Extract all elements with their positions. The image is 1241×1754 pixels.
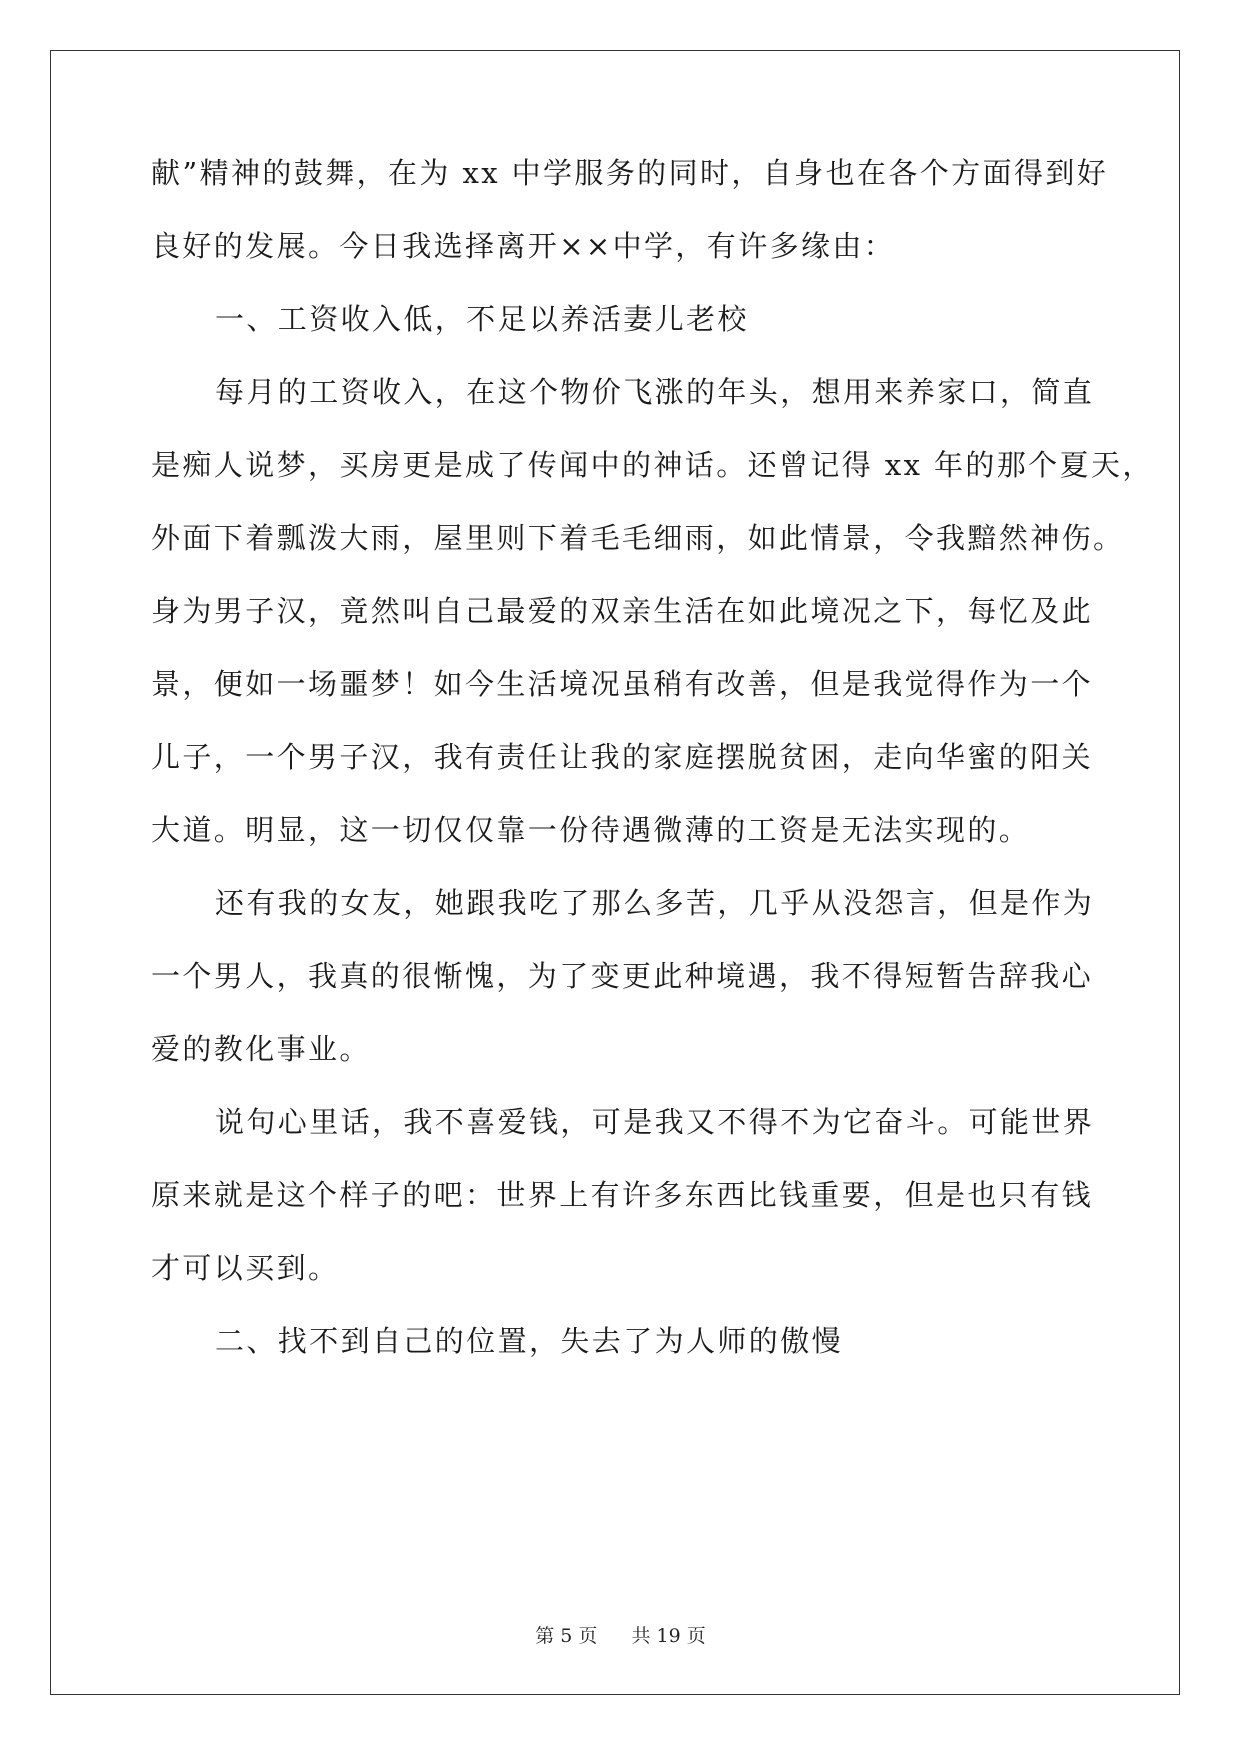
text-line: 景，便如一场噩梦！如今生活境况虽稍有改善，但是我觉得作为一个 (151, 667, 1094, 701)
text-line: 才可以买到。 (151, 1251, 340, 1285)
text-line: 外面下着瓢泼大雨，屋里则下着毛毛细雨，如此情景，令我黯然神伤。 (151, 521, 1125, 555)
text-line: 每月的工资收入，在这个物价飞涨的年头，想用来养家口，简直 (215, 375, 1095, 409)
page-number-current: 第 5 页 (535, 1625, 598, 1647)
text-line: 说句心里话，我不喜爱钱，可是我又不得不为它奋斗。可能世界 (215, 1105, 1095, 1139)
text-line: 一个男人，我真的很惭愧，为了变更此种境遇，我不得短暂告辞我心 (151, 959, 1094, 993)
text-line: 献”精神的鼓舞，在为 xx 中学服务的同时，自身也在各个方面得到好 (151, 156, 1109, 190)
section-heading: 二、找不到自己的位置，失去了为人师的傲慢 (215, 1324, 844, 1358)
text-line: 还有我的女友，她跟我吃了那么多苦，几乎从没怨言，但是作为 (215, 886, 1095, 920)
section-heading: 一、工资收入低，不足以养活妻儿老校 (215, 302, 749, 336)
page-border (50, 50, 1180, 1695)
text-line: 身为男子汉，竟然叫自己最爱的双亲生活在如此境况之下，每忆及此 (151, 594, 1094, 628)
text-line: 是痴人说梦，买房更是成了传闻中的神话。还曾记得 xx 年的那个夏天， (151, 448, 1154, 482)
text-line: 儿子，一个男子汉，我有责任让我的家庭摆脱贫困，走向华蜜的阳关 (151, 740, 1094, 774)
text-line: 原来就是这个样子的吧：世界上有许多东西比钱重要，但是也只有钱 (151, 1178, 1094, 1212)
text-line: 良好的发展。今日我选择离开××中学，有许多缘由： (151, 229, 896, 263)
text-line: 大道。明显，这一切仅仅靠一份待遇微薄的工资是无法实现的。 (151, 813, 1031, 847)
page-number-total: 共 19 页 (631, 1625, 706, 1647)
text-line: 爱的教化事业。 (151, 1032, 371, 1066)
page-footer (0, 1624, 1241, 1648)
